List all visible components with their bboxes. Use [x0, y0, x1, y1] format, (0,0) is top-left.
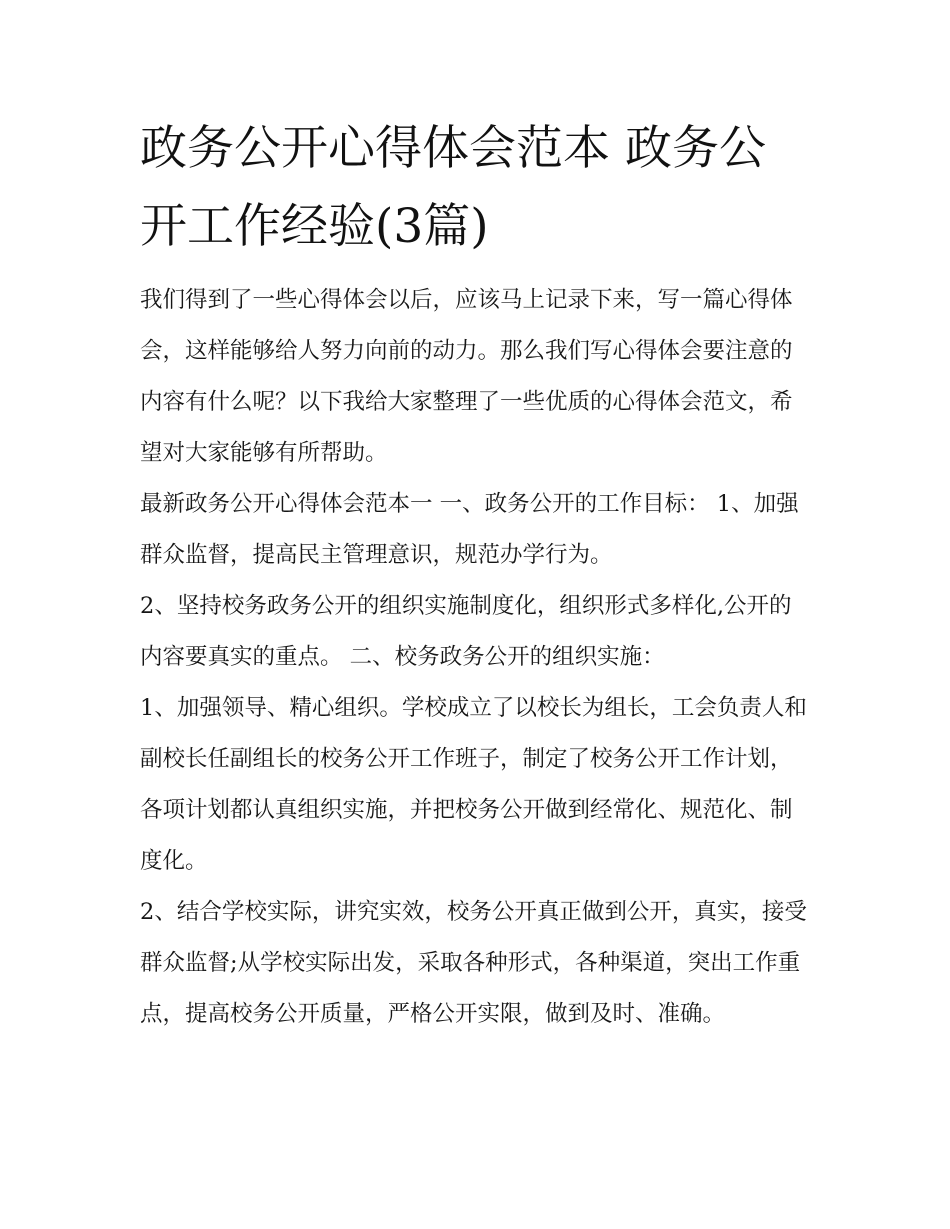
document-body	[140, 275, 812, 1040]
document-title: 政务公开心得体会范本 政务公开工作经验(3篇)	[140, 121, 766, 254]
paragraph-intro: 我们得到了一些心得体会以后，应该马上记录下来，写一篇心得体会，这样能够给人努力向前的动力。那么我们写心得体会要注意的内容有什么呢？以下我给大家整理了一些优质的心得体会范文，希望对大家能够有所帮助。	[140, 287, 793, 466]
paragraph-leadership: 1、加强领导、精心组织。学校成立了以校长为组长，工会负责人和副校长任副组长的校务公开工作班子，制定了校务公开工作计划，各项计划都认真组织实施，并把校务公开做到经常化、规范化、制度化。	[140, 695, 807, 874]
paragraph-implementation: 2、坚持校务政务公开的组织实施制度化，组织形式多样化,公开的内容要真实的重点。 二、校务政务公开的组织实施：	[140, 593, 792, 670]
paragraph-goals: 最新政务公开心得体会范本一 一、政务公开的工作目标： 1、加强群众监督，提高民主管理意识，规范办学行为。	[140, 491, 799, 568]
paragraph-practice: 2、结合学校实际，讲究实效，校务公开真正做到公开，真实，接受群众监督;从学校实际出发，采取各种形式，各种渠道，突出工作重点，提高校务公开质量，严格公开实限，做到及时、准确。	[140, 899, 807, 1027]
